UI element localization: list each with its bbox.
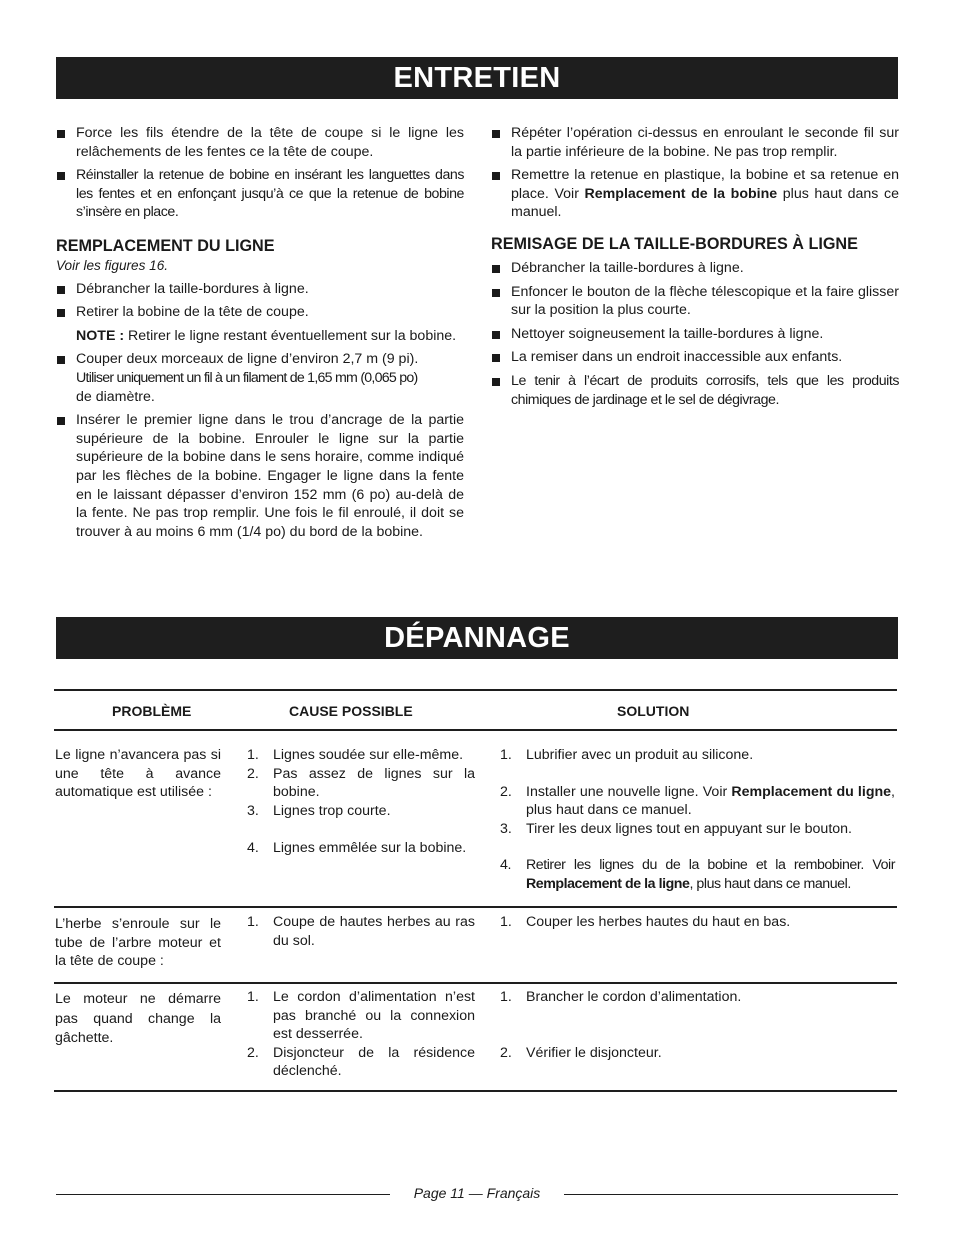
solution-cell <box>500 913 895 932</box>
solution-item <box>500 988 895 1007</box>
table-rule <box>54 689 897 691</box>
solution-text: Lubrifier avec un produit au silicone. <box>526 747 754 763</box>
solution-item <box>500 856 895 893</box>
item-number: 3. <box>247 802 259 819</box>
section-banner-depannage <box>56 617 898 659</box>
bullet-bold-text: Remplacement de la bobine <box>584 185 778 202</box>
problem-cell: Le moteur ne démarre pas quand change la gâchette. <box>55 991 221 1046</box>
solution-text: Vérifier le disjoncteur. <box>526 1044 662 1061</box>
solution-item <box>500 746 895 765</box>
cause-text: Le cordon d’alimentation n’est pas branché ou la connexion est desserrée. <box>273 989 475 1043</box>
cause-text: Lignes trop courte. <box>273 802 391 819</box>
banner-title: DÉPANNAGE <box>384 622 570 654</box>
bullet-text: plus haut dans ce manuel. <box>511 185 899 221</box>
solution-text: Brancher le cordon d’alimentation. <box>526 989 742 1005</box>
problem-cell: Le ligne n’avancera pas si une tête à avance automatique est utilisée : <box>55 747 221 801</box>
item-number: 4. <box>500 857 511 874</box>
column-header-problem: PROBLÈME <box>112 703 192 719</box>
cause-item <box>247 802 475 821</box>
item-number: 1. <box>247 989 259 1005</box>
right-column <box>491 124 899 414</box>
note-label: NOTE : <box>76 327 125 344</box>
item-number: 4. <box>247 840 259 857</box>
column-header-cause: CAUSE POSSIBLE <box>289 703 413 719</box>
bullet-line: Utiliser uniquement un fil à un filament de 1,65 mm (0,065 po) <box>76 369 418 386</box>
solution-item <box>500 820 895 839</box>
page-number: Page 11 — Français <box>413 1185 541 1201</box>
table-rule <box>54 982 897 984</box>
item-number: 1. <box>500 914 512 930</box>
note-paragraph <box>56 327 464 346</box>
bullet-item <box>491 166 899 222</box>
bullet-item: Réinstaller la retenue de bobine en insérant les languettes dans les fentes et en enfonçant jusqu’à ce que la retenue de bobine s’insère en place. <box>56 166 464 222</box>
item-number: 2. <box>500 1044 512 1061</box>
cause-text: Lignes emmêlée sur la bobine. <box>273 840 467 857</box>
solution-bold-text: Remplacement de la ligne <box>526 875 690 892</box>
solution-item <box>500 913 895 932</box>
bullet-item: Retirer la bobine de la tête de coupe. <box>56 303 464 322</box>
cause-cell <box>247 988 475 1081</box>
item-number: 1. <box>500 747 512 763</box>
solution-text: Couper les herbes hautes du haut en bas. <box>526 914 791 930</box>
banner-title: ENTRETIEN <box>393 62 561 94</box>
left-column <box>56 124 464 546</box>
solution-bold-text: Remplacement du ligne <box>731 783 892 800</box>
bullet-item: Débrancher la taille-bordures à ligne. <box>491 259 899 278</box>
problem-cell: L’herbe s’enroule sur le tube de l’arbre moteur et la tête de coupe : <box>55 916 221 970</box>
solution-cell <box>500 746 895 894</box>
cause-item <box>247 913 475 950</box>
item-number: 2. <box>247 765 259 782</box>
cause-item <box>247 839 475 858</box>
cause-text: Lignes soudée sur elle-même. <box>273 747 464 763</box>
cause-cell <box>247 913 475 950</box>
solution-text: Tirer les deux lignes tout en appuyant sur le bouton. <box>526 820 852 837</box>
bullet-item: Force les fils étendre de la tête de coupe si le ligne les relâchements de les fentes ce la tête de coupe. <box>56 124 464 161</box>
bullet-text: Remettre la retenue en plastique, la bobine et sa retenue en place. Voir <box>511 167 899 202</box>
section-heading: REMPLACEMENT DU LIGNE <box>56 236 275 255</box>
section-banner-entretien <box>56 57 898 99</box>
bullet-item <box>56 350 464 406</box>
section-heading: REMISAGE DE LA TAILLE-BORDURES À LIGNE <box>491 234 858 253</box>
item-number: 3. <box>500 820 512 837</box>
cause-item <box>247 988 475 1044</box>
table-rule <box>54 729 897 731</box>
item-number: 1. <box>247 747 259 763</box>
cause-text: Pas assez de lignes sur la bobine. <box>273 765 475 801</box>
solution-item <box>500 1044 895 1063</box>
solution-cell <box>500 988 895 1062</box>
cause-cell <box>247 746 475 858</box>
solution-text: Retirer les lignes du de la bobine et la rembobiner. Voir <box>526 857 895 874</box>
bullet-item: Répéter l’opération ci-dessus en enroulant le seconde fil sur la partie inférieure de la bobine. Ne pas trop remplir. <box>491 124 899 161</box>
table-rule <box>54 1090 897 1092</box>
bullet-item: Le tenir à l’écart de produits corrosifs, tels que les produits chimiques de jardinage et le sel de dégivrage. <box>491 372 899 409</box>
solution-text: , plus haut dans ce manuel. <box>689 875 851 892</box>
footer-rule <box>56 1194 390 1195</box>
solution-item <box>500 783 895 820</box>
bullet-item: La remiser dans un endroit inaccessible aux enfants. <box>491 348 899 367</box>
cause-text: Disjoncteur de la résidence déclenché. <box>273 1044 475 1080</box>
solution-text: , plus haut dans ce manuel. <box>526 783 895 819</box>
bullet-line: de diamètre. <box>76 388 155 405</box>
cause-item <box>247 746 475 765</box>
column-header-solution: SOLUTION <box>617 703 690 719</box>
cause-text: Coupe de hautes herbes au ras du sol. <box>273 914 475 949</box>
footer-rule <box>564 1194 898 1195</box>
cause-item <box>247 1044 475 1081</box>
section-subtitle: Voir les figures 16. <box>56 257 169 273</box>
solution-text: Installer une nouvelle ligne. Voir <box>526 783 732 800</box>
item-number: 2. <box>500 783 512 800</box>
item-number: 1. <box>247 914 259 930</box>
table-rule <box>54 906 897 908</box>
bullet-line: Couper deux morceaux de ligne d’environ 2,7 m (9 pi). <box>76 351 419 368</box>
note-text: Retirer le ligne restant éventuellement sur la bobine. <box>124 327 457 344</box>
item-number: 2. <box>247 1044 259 1061</box>
page-footer <box>0 1184 954 1204</box>
bullet-item: Débrancher la taille-bordures à ligne. <box>56 280 464 299</box>
bullet-item: Enfoncer le bouton de la flèche télescopique et la faire glisser sur la position la plus courte. <box>491 283 899 320</box>
item-number: 1. <box>500 989 512 1005</box>
bullet-item: Insérer le premier ligne dans le trou d’ancrage de la partie supérieure de la bobine. Enrouler le ligne sur la partie supérieure de la bobine dans le sens horaire, comme indiqué par les flèches de la bobine. Engager le ligne dans la fente en le laissant dépasser d’environ 152 mm (6 po) au-delà de la fente. Ne pas trop remplir. Une fois le fil enroulé, il doit se trouver à au moins 6 mm (1/4 po) du bord de la bobine. <box>56 411 464 541</box>
bullet-item: Nettoyer soigneusement la taille-bordures à ligne. <box>491 325 899 344</box>
cause-item <box>247 765 475 802</box>
